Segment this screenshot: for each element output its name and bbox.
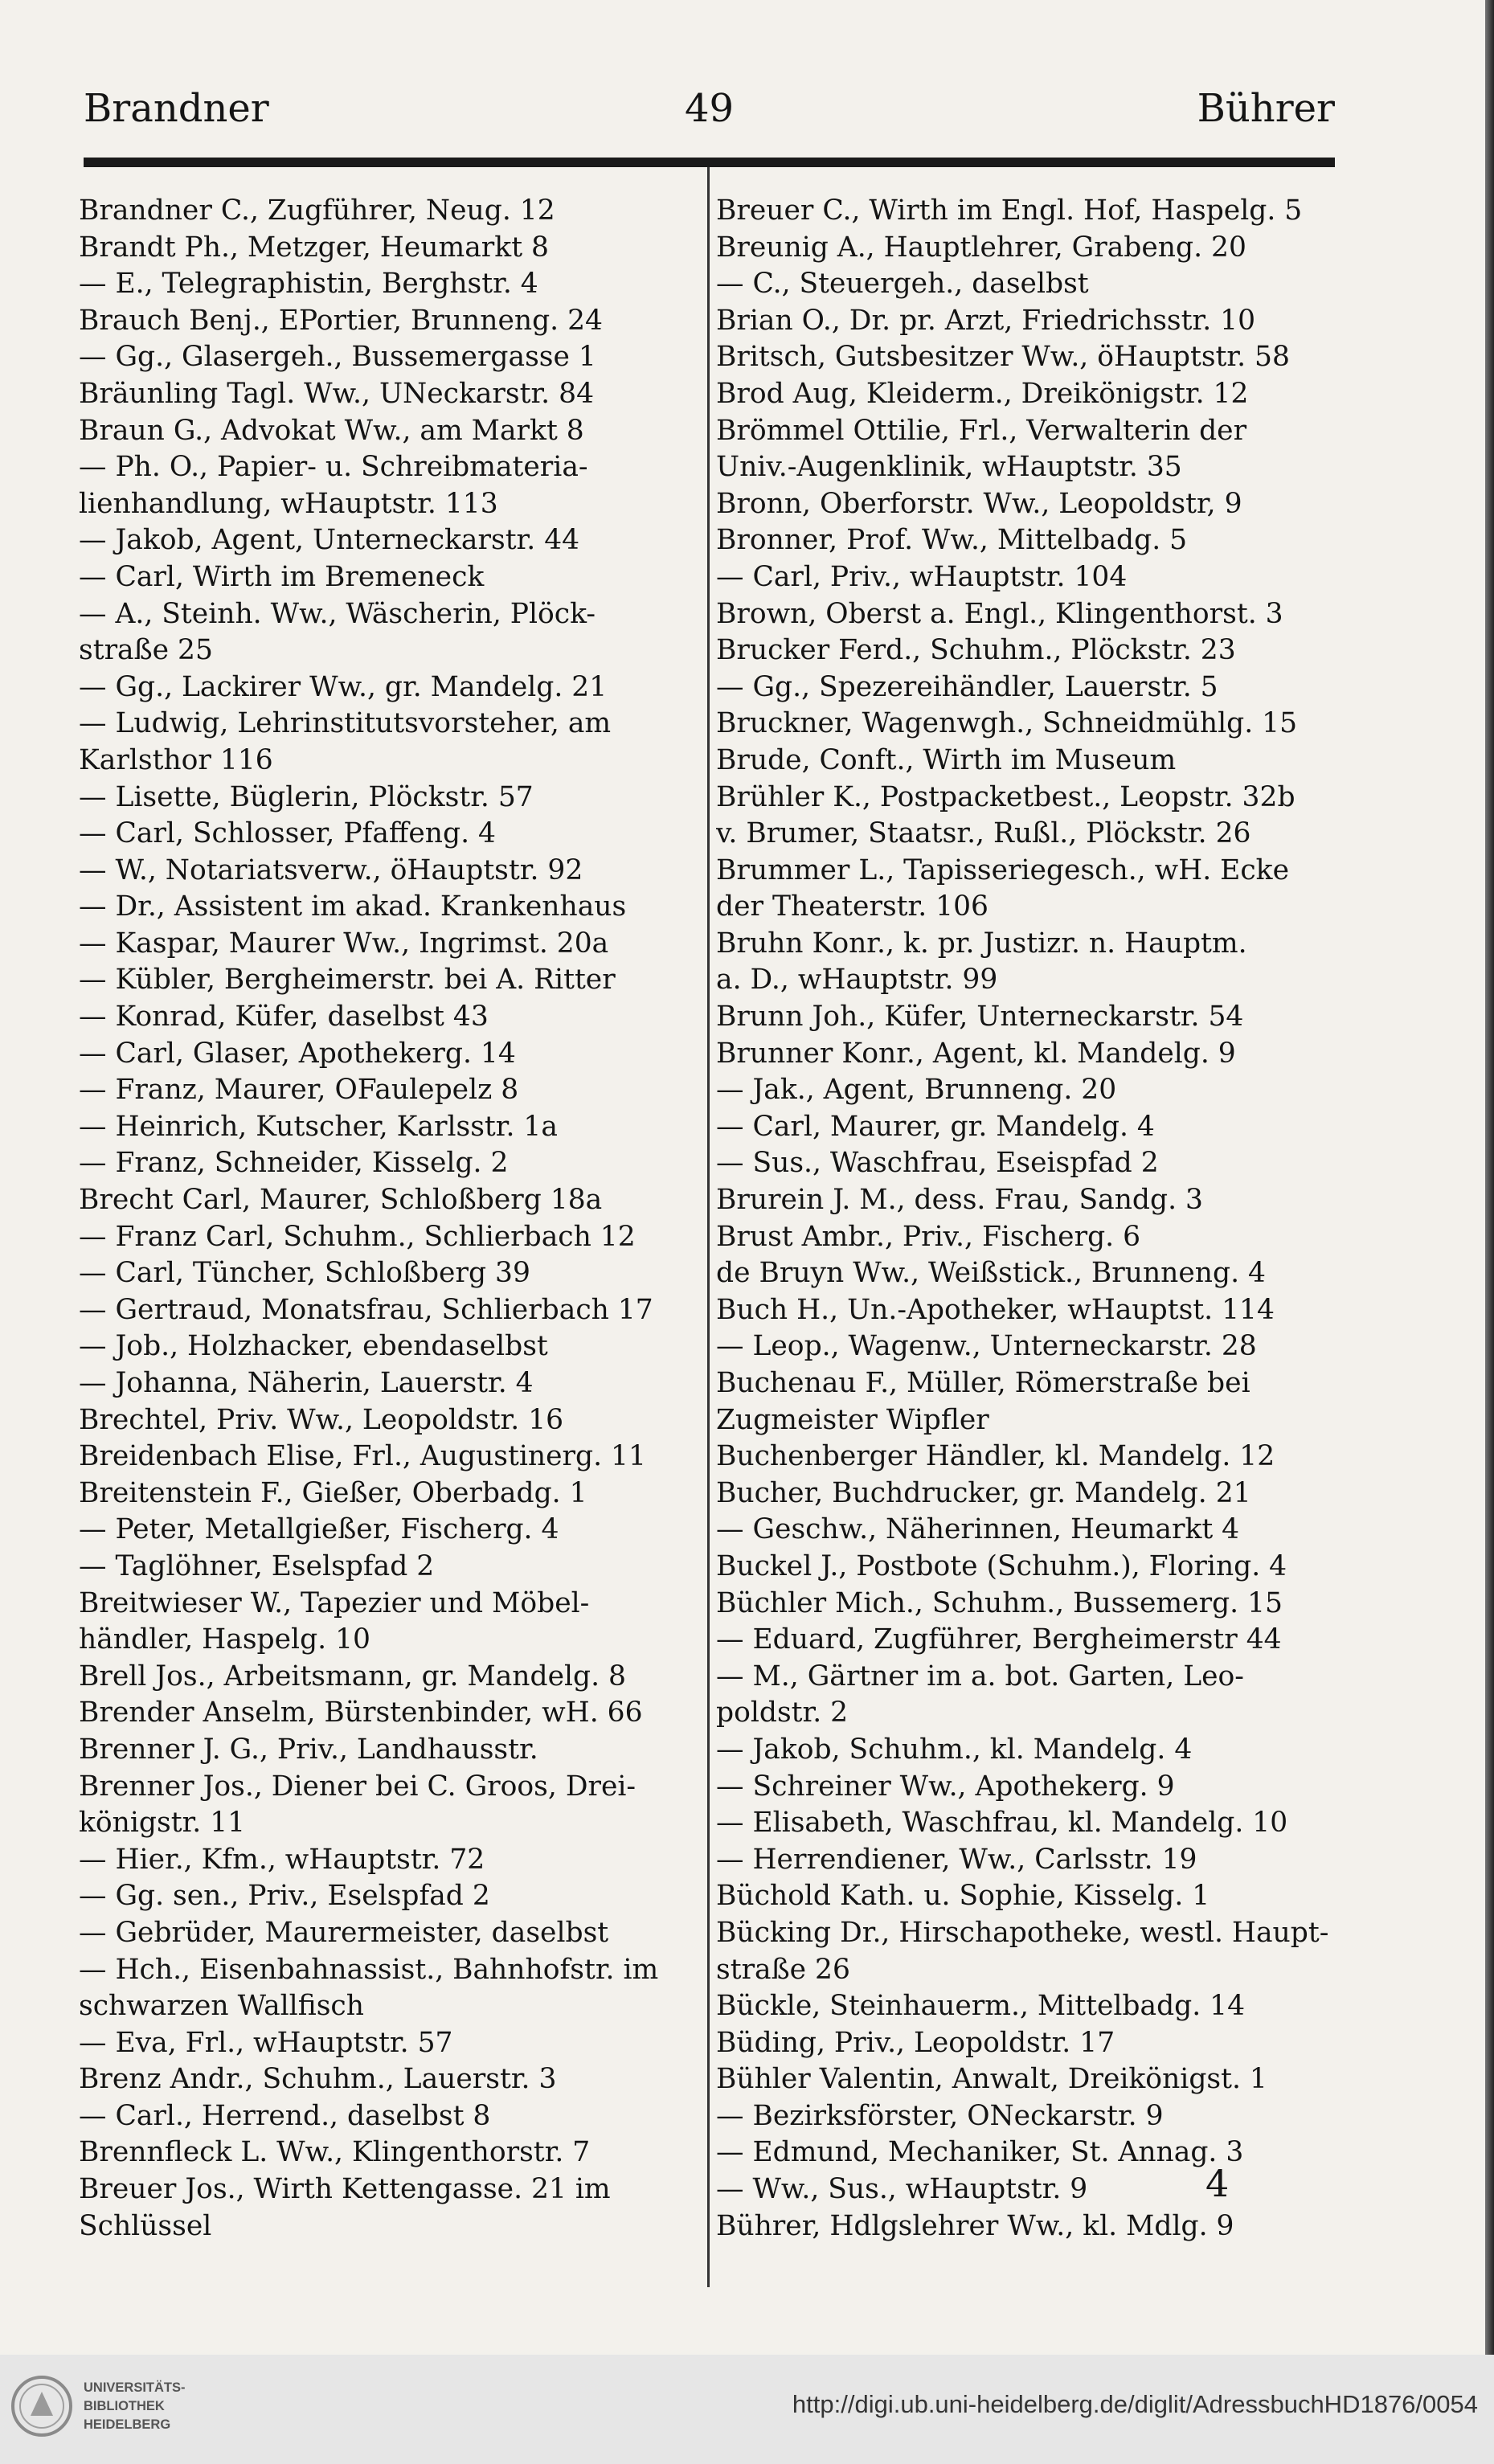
directory-line: Brown, Oberst a. Engl., Klingenthorst. 3: [716, 597, 1283, 630]
directory-line: — Herrendiener, Ww., Carlsstr. 19: [716, 1843, 1197, 1876]
header-right-word: Bührer: [1197, 86, 1335, 131]
directory-line: de Bruyn Ww., Weißstick., Brunneng. 4: [716, 1257, 1266, 1290]
directory-line: — Konrad, Küfer, daselbst 43: [79, 1001, 489, 1033]
directory-line: — Jak., Agent, Brunneng. 20: [716, 1074, 1117, 1107]
header-left-word: Brandner: [84, 86, 269, 131]
directory-line: — Eva, Frl., wHauptstr. 57: [79, 2026, 453, 2059]
directory-line: — Ludwig, Lehrinstitutsvorsteher, am: [79, 707, 612, 740]
directory-line: straße 26: [716, 1953, 850, 1986]
directory-line: a. D., wHauptstr. 99: [716, 964, 998, 997]
directory-line: — Franz, Maurer, OFaulepelz 8: [79, 1074, 519, 1107]
directory-line: — Carl, Maurer, gr. Mandelg. 4: [716, 1110, 1155, 1143]
library-logo: [10, 2372, 203, 2446]
directory-line: — Peter, Metallgießer, Fischerg. 4: [79, 1513, 559, 1546]
left-column: [79, 193, 698, 2245]
directory-line: Breidenbach Elise, Frl., Augustinerg. 11: [79, 1440, 646, 1473]
directory-line: — Kaspar, Maurer Ww., Ingrimst. 20a: [79, 927, 609, 960]
directory-line: — Franz Carl, Schuhm., Schlierbach 12: [79, 1220, 636, 1253]
directory-line: Brurein J. M., dess. Frau, Sandg. 3: [716, 1184, 1203, 1217]
directory-line: — Gg., Spezereihändler, Lauerstr. 5: [716, 670, 1218, 703]
directory-line: — Gg., Lackirer Ww., gr. Mandelg. 21: [79, 670, 608, 703]
directory-line: — Carl, Wirth im Bremeneck: [79, 560, 485, 593]
directory-line: Buckel J., Postbote (Schuhm.), Floring. 4: [716, 1549, 1287, 1582]
directory-line: — Ww., Sus., wHauptstr. 9: [716, 2173, 1088, 2206]
directory-line: Brecht Carl, Maurer, Schloßberg 18a: [79, 1184, 603, 1217]
directory-line: Univ.-Augenklinik, wHauptstr. 35: [716, 451, 1182, 484]
directory-line: — Geschw., Näherinnen, Heumarkt 4: [716, 1513, 1240, 1546]
directory-line: königstr. 11: [79, 1807, 246, 1840]
directory-line: — Hch., Eisenbahnassist., Bahnhofstr. im: [79, 1953, 659, 1986]
directory-line: — A., Steinh. Ww., Wäscherin, Plöck-: [79, 597, 596, 630]
directory-line: poldstr. 2: [716, 1697, 849, 1729]
directory-line: Brude, Conft., Wirth im Museum: [716, 743, 1177, 776]
directory-line: — Heinrich, Kutscher, Karlsstr. 1a: [79, 1110, 558, 1143]
library-name: [84, 2379, 186, 2434]
library-name-line: HEIDELBERG: [84, 2417, 171, 2432]
column-divider: [707, 167, 710, 2287]
directory-line: — Schreiner Ww., Apothekerg. 9: [716, 1770, 1175, 1803]
directory-line: Bronner, Prof. Ww., Mittelbadg. 5: [716, 524, 1188, 557]
directory-line: Brian O., Dr. pr. Arzt, Friedrichsstr. 10: [716, 304, 1256, 337]
directory-line: — Carl, Schlosser, Pfaffeng. 4: [79, 817, 496, 850]
directory-line: — Gg. sen., Priv., Eselspfad 2: [79, 1880, 490, 1913]
directory-line: Bräunling Tagl. Ww., UNeckarstr. 84: [79, 377, 595, 410]
directory-line: — Kübler, Bergheimerstr. bei A. Ritter: [79, 964, 616, 997]
directory-line: Büding, Priv., Leopoldstr. 17: [716, 2026, 1115, 2059]
directory-line: — Hier., Kfm., wHauptstr. 72: [79, 1843, 485, 1876]
directory-line: Breitwieser W., Tapezier und Möbel-: [79, 1586, 590, 1619]
directory-line: — Gertraud, Monatsfrau, Schlierbach 17: [79, 1293, 653, 1326]
directory-line: Brenner Jos., Diener bei C. Groos, Drei-: [79, 1770, 636, 1803]
viewer-footer: [0, 2355, 1494, 2464]
directory-line: Bruckner, Wagenwgh., Schneidmühlg. 15: [716, 707, 1298, 740]
directory-line: — Eduard, Zugführer, Bergheimerstr 44: [716, 1623, 1282, 1656]
directory-line: Breuer C., Wirth im Engl. Hof, Haspelg. 5: [716, 194, 1303, 227]
directory-line: Büchold Kath. u. Sophie, Kisselg. 1: [716, 1880, 1210, 1913]
directory-line: Britsch, Gutsbesitzer Ww., öHauptstr. 58: [716, 341, 1290, 374]
directory-line: Brühler K., Postpacketbest., Leopstr. 32b: [716, 780, 1295, 813]
running-header: [84, 72, 1335, 145]
directory-line: — Jakob, Agent, Unterneckarstr. 44: [79, 524, 580, 557]
directory-line: — Lisette, Büglerin, Plöckstr. 57: [79, 780, 534, 813]
directory-line: — Elisabeth, Waschfrau, kl. Mandelg. 10: [716, 1807, 1288, 1840]
directory-line: Brust Ambr., Priv., Fischerg. 6: [716, 1220, 1141, 1253]
directory-line: Büchler Mich., Schuhm., Bussemerg. 15: [716, 1586, 1283, 1619]
directory-line: — Job., Holzhacker, ebendaselbst: [79, 1330, 548, 1363]
directory-line: straße 25: [79, 634, 213, 667]
directory-line: Buchenberger Händler, kl. Mandelg. 12: [716, 1440, 1275, 1473]
directory-line: Brunn Joh., Küfer, Unterneckarstr. 54: [716, 1001, 1244, 1033]
directory-line: — Sus., Waschfrau, Eseispfad 2: [716, 1147, 1159, 1180]
directory-line: Brell Jos., Arbeitsmann, gr. Mandelg. 8: [79, 1660, 627, 1692]
directory-line: Breuer Jos., Wirth Kettengasse. 21 im: [79, 2173, 611, 2206]
directory-line: — Johanna, Näherin, Lauerstr. 4: [79, 1367, 534, 1399]
directory-line: Brenner J. G., Priv., Landhausstr.: [79, 1733, 538, 1766]
directory-line: Braun G., Advokat Ww., am Markt 8: [79, 414, 584, 447]
directory-line: Bronn, Oberforstr. Ww., Leopoldstr, 9: [716, 487, 1242, 520]
directory-line: Brunner Konr., Agent, kl. Mandelg. 9: [716, 1037, 1236, 1070]
directory-line: Bücking Dr., Hirschapotheke, westl. Haupt-: [716, 1916, 1329, 1949]
directory-line: Bühler Valentin, Anwalt, Dreikönigst. 1: [716, 2063, 1267, 2096]
directory-line: Brennfleck L. Ww., Klingenthorstr. 7: [79, 2136, 591, 2169]
directory-line: Brod Aug, Kleiderm., Dreikönigstr. 12: [716, 377, 1249, 410]
directory-line: — Gg., Glasergeh., Bussemergasse 1: [79, 341, 596, 374]
directory-line: Bruhn Konr., k. pr. Justizr. n. Hauptm.: [716, 927, 1247, 960]
directory-line: Brechtel, Priv. Ww., Leopoldstr. 16: [79, 1403, 564, 1436]
directory-line: lienhandlung, wHauptstr. 113: [79, 487, 498, 520]
directory-line: Bucher, Buchdrucker, gr. Mandelg. 21: [716, 1476, 1251, 1509]
directory-line: — Carl, Glaser, Apothekerg. 14: [79, 1037, 516, 1070]
directory-line: — Taglöhner, Eselspfad 2: [79, 1549, 435, 1582]
right-column: [716, 193, 1340, 2245]
directory-line: — M., Gärtner im a. bot. Garten, Leo-: [716, 1660, 1244, 1692]
header-rule: [84, 158, 1335, 167]
seal-icon: [10, 2372, 77, 2440]
directory-line: — E., Telegraphistin, Berghstr. 4: [79, 268, 538, 301]
directory-line: — Bezirksförster, ONeckarstr. 9: [716, 2099, 1164, 2132]
directory-line: Brauch Benj., EPortier, Brunneng. 24: [79, 304, 603, 337]
directory-line: Breunig A., Hauptlehrer, Grabeng. 20: [716, 231, 1246, 264]
directory-line: Bückle, Steinhauerm., Mittelbadg. 14: [716, 1990, 1246, 2023]
directory-line: Bührer, Hdlgslehrer Ww., kl. Mdlg. 9: [716, 2209, 1234, 2242]
directory-line: v. Brumer, Staatsr., Rußl., Plöckstr. 26: [716, 817, 1251, 850]
directory-line: Brandner C., Zugführer, Neug. 12: [79, 194, 555, 227]
source-url-link[interactable]: http://digi.ub.uni-heidelberg.de/diglit/AdressbuchHD1876/0054: [792, 2390, 1478, 2418]
directory-line: — Jakob, Schuhm., kl. Mandelg. 4: [716, 1733, 1193, 1766]
directory-line: — Carl, Tüncher, Schloßberg 39: [79, 1257, 530, 1290]
directory-line: Zugmeister Wipfler: [716, 1403, 989, 1436]
library-name-line: BIBLIOTHEK: [84, 2399, 165, 2413]
directory-line: — Leop., Wagenw., Unterneckarstr. 28: [716, 1330, 1257, 1363]
directory-line: Brummer L., Tapisseriegesch., wH. Ecke: [716, 853, 1289, 886]
directory-line: — Carl., Herrend., daselbst 8: [79, 2099, 491, 2132]
directory-line: Brandt Ph., Metzger, Heumarkt 8: [79, 231, 549, 264]
signature-mark: 4: [1205, 2162, 1230, 2205]
directory-line: schwarzen Wallfisch: [79, 1990, 364, 2023]
directory-line: Brender Anselm, Bürstenbinder, wH. 66: [79, 1697, 643, 1729]
directory-line: Brenz Andr., Schuhm., Lauerstr. 3: [79, 2063, 557, 2096]
library-name-line: UNIVERSITÄTS-: [84, 2380, 186, 2395]
directory-line: — Dr., Assistent im akad. Krankenhaus: [79, 890, 627, 923]
directory-line: — Carl, Priv., wHauptstr. 104: [716, 560, 1128, 593]
directory-line: Brömmel Ottilie, Frl., Verwalterin der: [716, 414, 1247, 447]
directory-line: — Ph. O., Papier- u. Schreibmateria-: [79, 451, 588, 484]
directory-line: Buchenau F., Müller, Römerstraße bei: [716, 1367, 1250, 1399]
directory-line: — Franz, Schneider, Kisselg. 2: [79, 1147, 509, 1180]
directory-line: — Gebrüder, Maurermeister, daselbst: [79, 1916, 609, 1949]
directory-line: Schlüssel: [79, 2209, 212, 2242]
directory-line: — W., Notariatsverw., öHauptstr. 92: [79, 853, 583, 886]
directory-line: Brucker Ferd., Schuhm., Plöckstr. 23: [716, 634, 1236, 667]
directory-line: — C., Steuergeh., daselbst: [716, 268, 1089, 301]
page-number: 49: [684, 86, 735, 131]
directory-line: Breitenstein F., Gießer, Oberbadg. 1: [79, 1476, 587, 1509]
directory-line: Karlsthor 116: [79, 743, 273, 776]
directory-line: — Edmund, Mechaniker, St. Annag. 3: [716, 2136, 1244, 2169]
directory-line: händler, Haspelg. 10: [79, 1623, 370, 1656]
directory-line: der Theaterstr. 106: [716, 890, 989, 923]
directory-line: Buch H., Un.-Apotheker, wHauptst. 114: [716, 1293, 1275, 1326]
scan-edge: [1485, 0, 1494, 2355]
